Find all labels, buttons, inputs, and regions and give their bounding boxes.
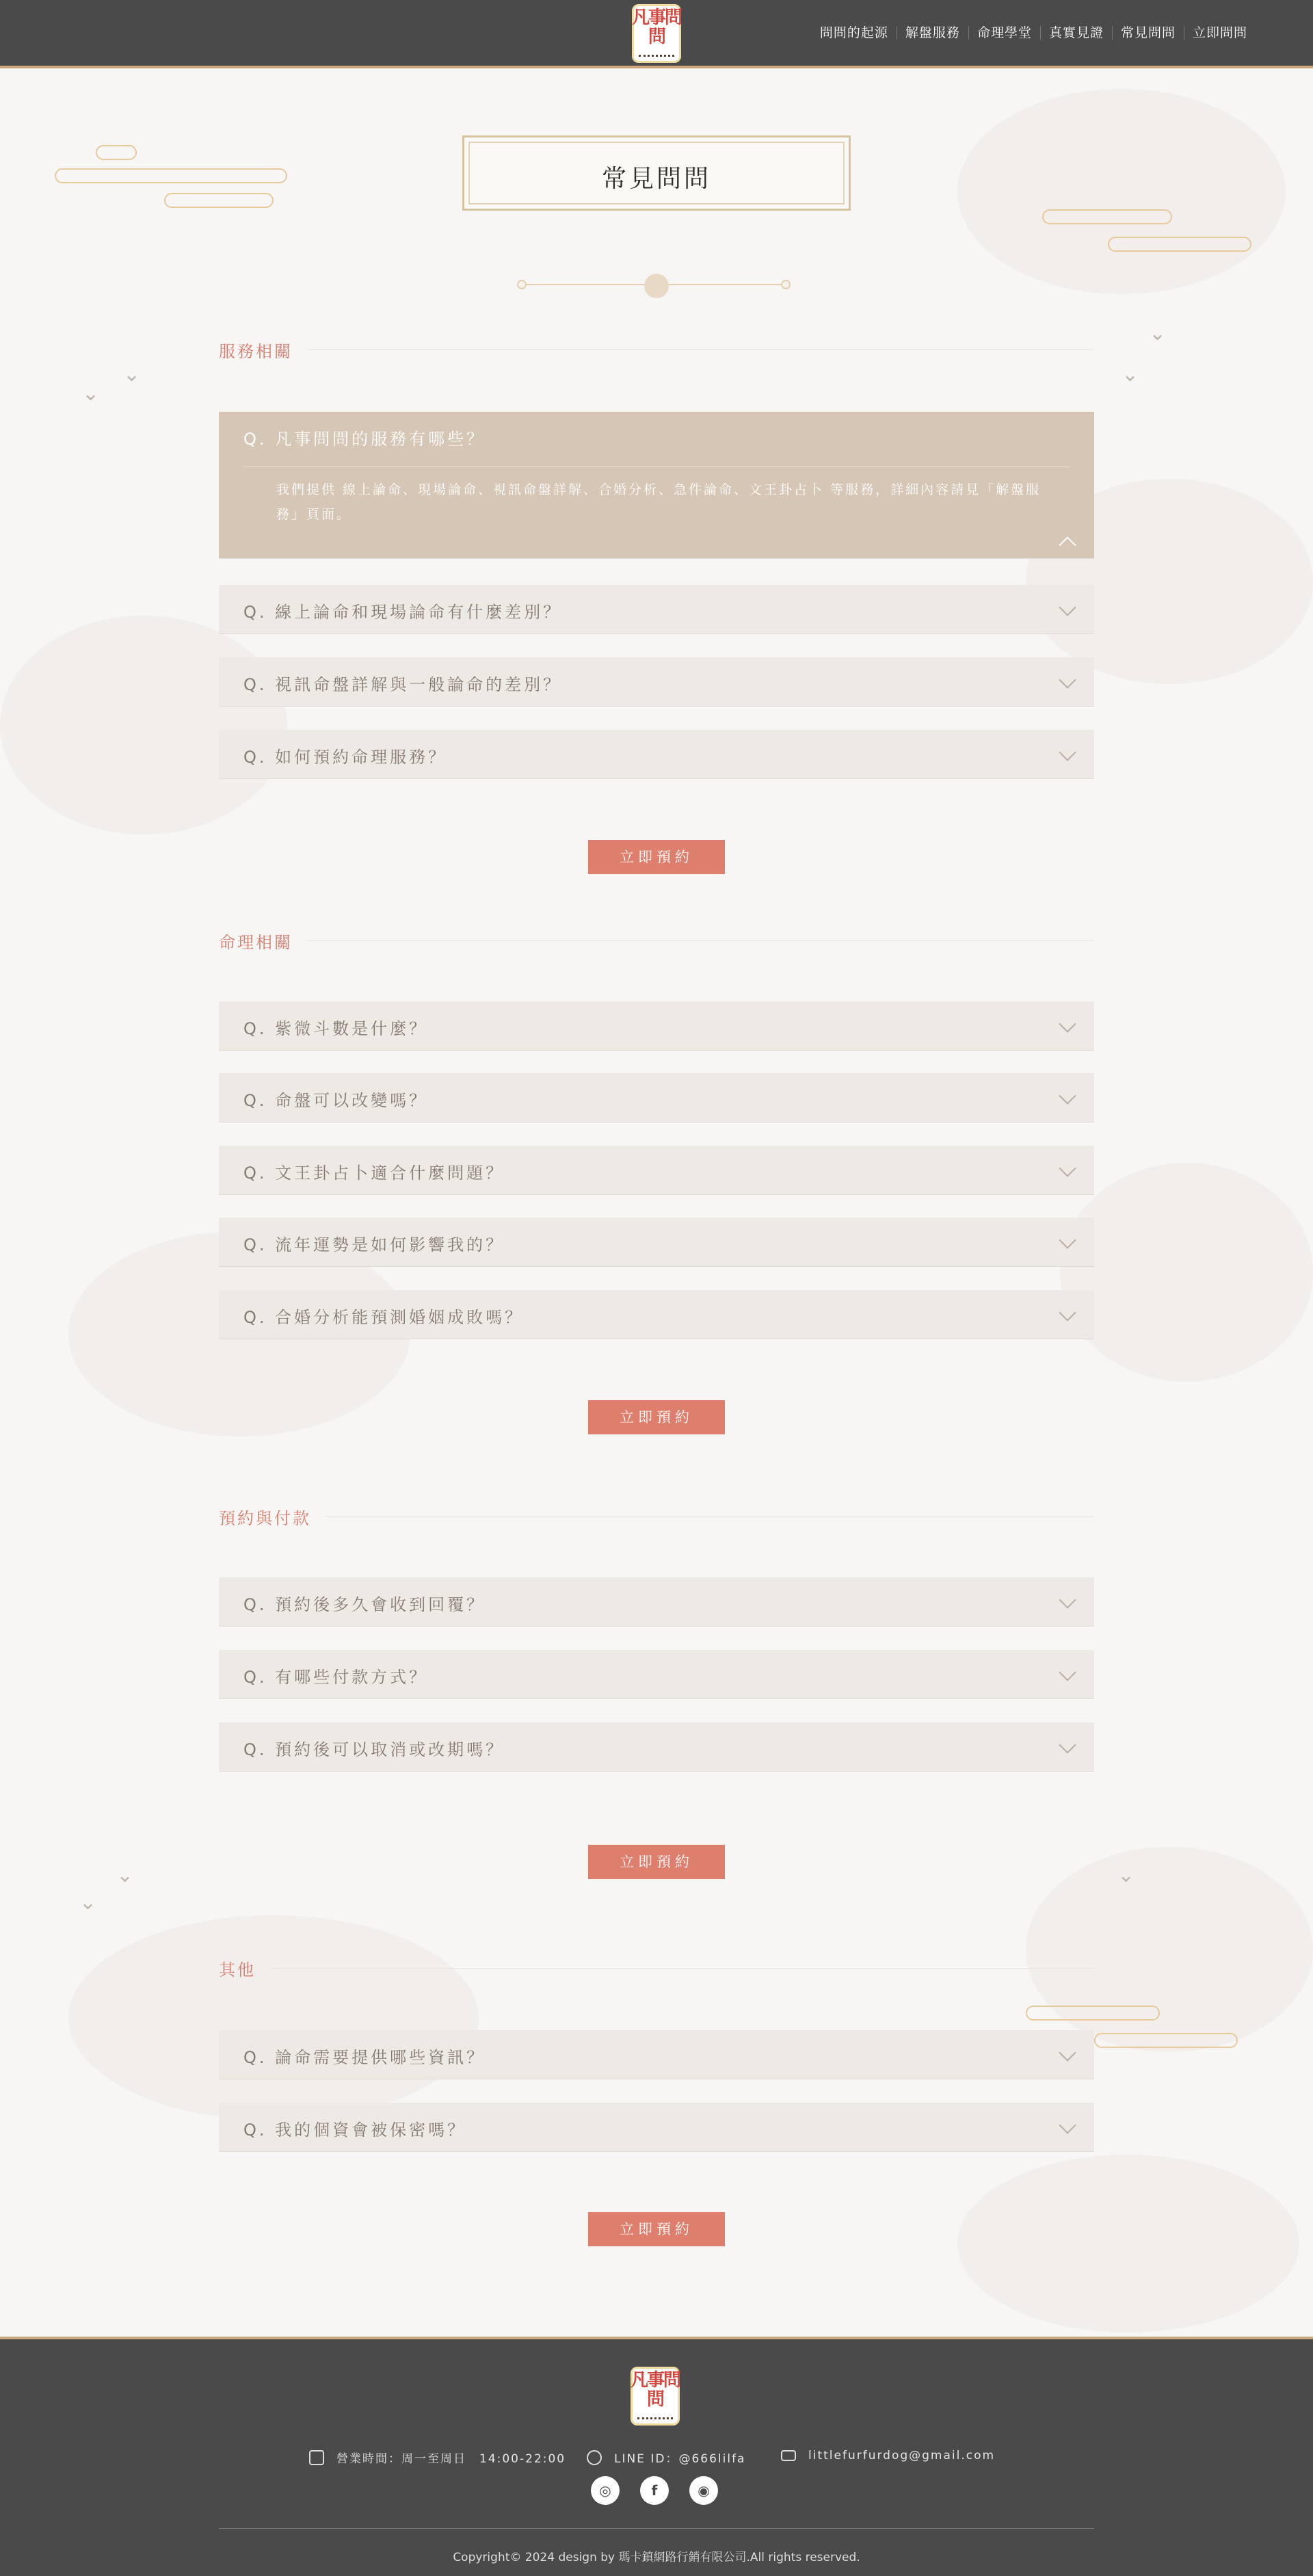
footer-logo[interactable] — [631, 2367, 680, 2426]
copyright: Copyright© 2024 design by 瑪卡鎮網路行銷有限公司.All rights reserved. — [453, 2551, 860, 2564]
faq-answer: 我們提供 線上論命、現場論命、視訊命盤詳解、合婚分析、急件論命、文王卦占卜 等服務，詳細內容請見「解盤服務」頁面。 — [276, 482, 1042, 522]
divider-dot — [517, 280, 527, 289]
section-title-other — [219, 1956, 1094, 1980]
decor-line — [96, 145, 137, 160]
book-now-button[interactable]: 立即預約 — [588, 1400, 725, 1434]
nav-origin[interactable]: 問問的起源 — [819, 25, 888, 40]
mail-icon — [781, 2450, 796, 2461]
decor-cloud — [1060, 1163, 1313, 1382]
faq-question: Q. 視訊命盤詳解與一般論命的差別？ — [243, 675, 563, 694]
clock-calendar-icon — [309, 2450, 324, 2465]
decor-cloud — [0, 616, 287, 834]
nav-academy[interactable]: 命理學堂 — [968, 26, 1040, 40]
faq-item[interactable] — [219, 1577, 1094, 1627]
chevron-down-icon — [1059, 1015, 1076, 1032]
faq-item[interactable] — [219, 1290, 1094, 1339]
faq-item[interactable] — [219, 585, 1094, 634]
faq-question: Q. 紫微斗數是什麼？ — [243, 1019, 429, 1038]
chat-bubble-icon — [587, 2450, 602, 2465]
section-title-services — [219, 338, 1094, 362]
faq-item[interactable] — [219, 412, 1094, 559]
faq-item[interactable] — [219, 1722, 1094, 1772]
business-hours — [309, 2449, 566, 2466]
decor-line — [1042, 209, 1172, 224]
chevron-down-icon — [1059, 1736, 1076, 1753]
chevron-down-icon — [1059, 1159, 1076, 1177]
faq-question: Q. 流年運勢是如何影響我的？ — [243, 1235, 505, 1254]
line-text: LINE ID：@666lilfa — [614, 2452, 746, 2466]
decor-cloud — [957, 89, 1286, 294]
faq-question: Q. 凡事問問的服務有哪些？ — [243, 430, 486, 449]
faq-item[interactable] — [219, 1650, 1094, 1699]
nav-testimonials[interactable]: 真實見證 — [1040, 26, 1112, 40]
faq-question: Q. 預約後可以取消或改期嗎？ — [243, 1740, 505, 1759]
line-id[interactable] — [587, 2449, 745, 2466]
section-title-text: 其他 — [219, 1960, 256, 1980]
nav-services[interactable]: 解盤服務 — [897, 26, 968, 40]
logo-text: 凡事問問 — [632, 8, 682, 47]
nav-ask-now[interactable]: 立即問問 — [1184, 26, 1256, 40]
section-rule — [271, 1968, 1094, 1969]
faq-item[interactable] — [219, 1001, 1094, 1051]
facebook-icon[interactable]: f — [640, 2476, 669, 2505]
email[interactable] — [781, 2449, 995, 2462]
decor-bird: ⌄ — [1122, 363, 1139, 386]
footer-divider — [219, 2528, 1094, 2529]
social-links — [591, 2476, 718, 2505]
divider-center — [644, 274, 669, 298]
decor-line — [1026, 2006, 1160, 2021]
title-divider — [517, 274, 796, 295]
section-rule — [326, 1516, 1094, 1517]
faq-item[interactable] — [219, 2103, 1094, 2152]
chevron-down-icon — [1059, 1304, 1076, 1321]
chevron-down-icon — [1059, 744, 1076, 761]
decor-cloud — [1026, 1847, 1313, 2052]
faq-question: Q. 合婚分析能預測婚姻成敗嗎？ — [243, 1308, 525, 1327]
decor-bird: ⌄ — [1117, 1863, 1135, 1887]
chevron-down-icon — [1059, 599, 1076, 616]
faq-item[interactable] — [219, 1218, 1094, 1267]
book-now-button[interactable]: 立即預約 — [588, 840, 725, 874]
chevron-up-icon — [1059, 536, 1076, 553]
chevron-down-icon — [1059, 1664, 1076, 1681]
decor-line — [1108, 237, 1251, 252]
decor-bird: ⌄ — [1149, 321, 1167, 345]
main-nav — [812, 0, 1256, 66]
chevron-down-icon — [1059, 1231, 1076, 1248]
decor-cloud — [68, 1915, 479, 2120]
decor-bird: ⌄ — [82, 382, 100, 406]
decor-bird: ⌄ — [116, 1863, 134, 1887]
decor-line — [55, 168, 287, 183]
section-title-booking — [219, 1505, 1094, 1529]
faq-separator — [243, 466, 1070, 467]
section-title-fortune — [219, 929, 1094, 953]
site-header — [0, 0, 1313, 68]
faq-item[interactable] — [219, 1073, 1094, 1122]
site-footer — [0, 2337, 1313, 2576]
email-text: littlefurfurdog@gmail.com — [808, 2449, 996, 2462]
faq-question: Q. 我的個資會被保密嗎？ — [243, 2120, 467, 2140]
decor-bird: ⌄ — [79, 1891, 97, 1915]
faq-item[interactable] — [219, 1146, 1094, 1195]
faq-question: Q. 文王卦占卜適合什麼問題？ — [243, 1164, 505, 1183]
section-title-text: 命理相關 — [219, 933, 293, 952]
decor-line — [164, 193, 274, 208]
faq-question: Q. 論命需要提供哪些資訊？ — [243, 2048, 486, 2067]
instagram-icon[interactable]: ◎ — [591, 2476, 620, 2505]
logo-underline — [637, 2417, 673, 2420]
section-title-text: 預約與付款 — [219, 1509, 311, 1528]
nav-faq[interactable]: 常見問問 — [1112, 26, 1184, 40]
decor-bird: ⌄ — [123, 363, 141, 386]
book-now-button[interactable]: 立即預約 — [588, 1845, 725, 1879]
logo-underline — [639, 55, 674, 57]
decor-cloud — [957, 2155, 1299, 2332]
faq-question: Q. 命盤可以改變嗎？ — [243, 1091, 429, 1110]
faq-item[interactable] — [219, 2030, 1094, 2079]
faq-item[interactable] — [219, 730, 1094, 779]
faq-question: Q. 有哪些付款方式？ — [243, 1668, 429, 1687]
book-now-button[interactable]: 立即預約 — [588, 2212, 725, 2246]
hours-text: 營業時間：周一至周日 14:00-22:00 — [336, 2452, 566, 2466]
chevron-down-icon — [1059, 2044, 1076, 2061]
section-title-text: 服務相關 — [219, 342, 293, 361]
decor-line — [1094, 2033, 1238, 2048]
logo-text: 凡事問問 — [631, 2370, 680, 2410]
chevron-down-icon — [1059, 1591, 1076, 1608]
faq-question: Q. 如何預約命理服務？ — [243, 748, 448, 767]
faq-item[interactable] — [219, 657, 1094, 707]
page-title-frame — [462, 135, 851, 211]
chevron-down-icon — [1059, 2116, 1076, 2133]
divider-dot — [781, 280, 791, 289]
chevron-down-icon — [1059, 671, 1076, 688]
site-logo[interactable] — [632, 4, 681, 63]
faq-question: Q. 預約後多久會收到回覆？ — [243, 1595, 486, 1614]
faq-question: Q. 線上論命和現場論命有什麼差別？ — [243, 603, 563, 622]
page-title: 常見問問 — [601, 165, 711, 193]
line-icon[interactable]: ◉ — [689, 2476, 718, 2505]
chevron-down-icon — [1059, 1087, 1076, 1104]
